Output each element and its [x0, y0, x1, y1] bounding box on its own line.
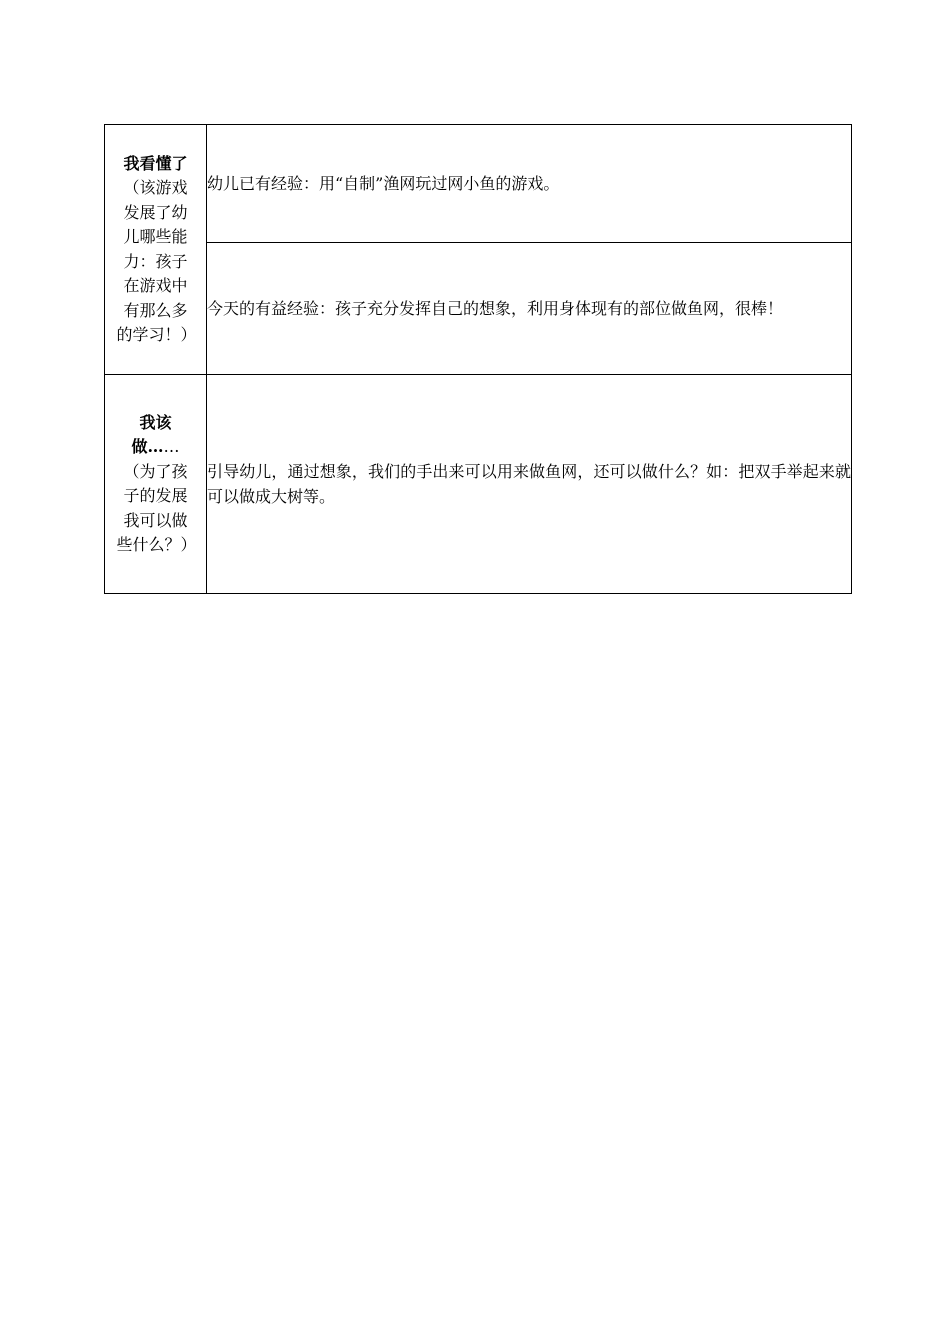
table-row — [105, 125, 852, 243]
guidance-cell — [207, 375, 852, 594]
prior-experience-cell — [207, 125, 852, 243]
section-note-understood: （该游戏发展了幼儿哪些能力：孩子在游戏中有那么多的学习！） — [116, 178, 197, 344]
section-title-todo: 我该做… — [131, 412, 172, 456]
section-label-understood — [105, 125, 207, 375]
beneficial-experience-cell — [207, 243, 852, 375]
section-note-todo: …（为了孩子的发展我可以做些什么？） — [116, 437, 197, 554]
table-row — [105, 375, 852, 594]
guidance-text: 引导幼儿，通过想象，我们的手出来可以用来做鱼网，还可以做什么？如：把双手举起来就可以做成大树等。 — [207, 462, 851, 506]
observation-table — [104, 124, 852, 594]
section-label-todo — [105, 375, 207, 594]
table-row — [105, 243, 852, 375]
section-title-understood: 我看懂了 — [123, 153, 188, 173]
beneficial-experience-text: 今天的有益经验：孩子充分发挥自己的想象，利用身体现有的部位做鱼网，很棒！ — [207, 299, 784, 318]
prior-experience-text: 幼儿已有经验：用“自制”渔网玩过网小鱼的游戏。 — [207, 174, 560, 193]
